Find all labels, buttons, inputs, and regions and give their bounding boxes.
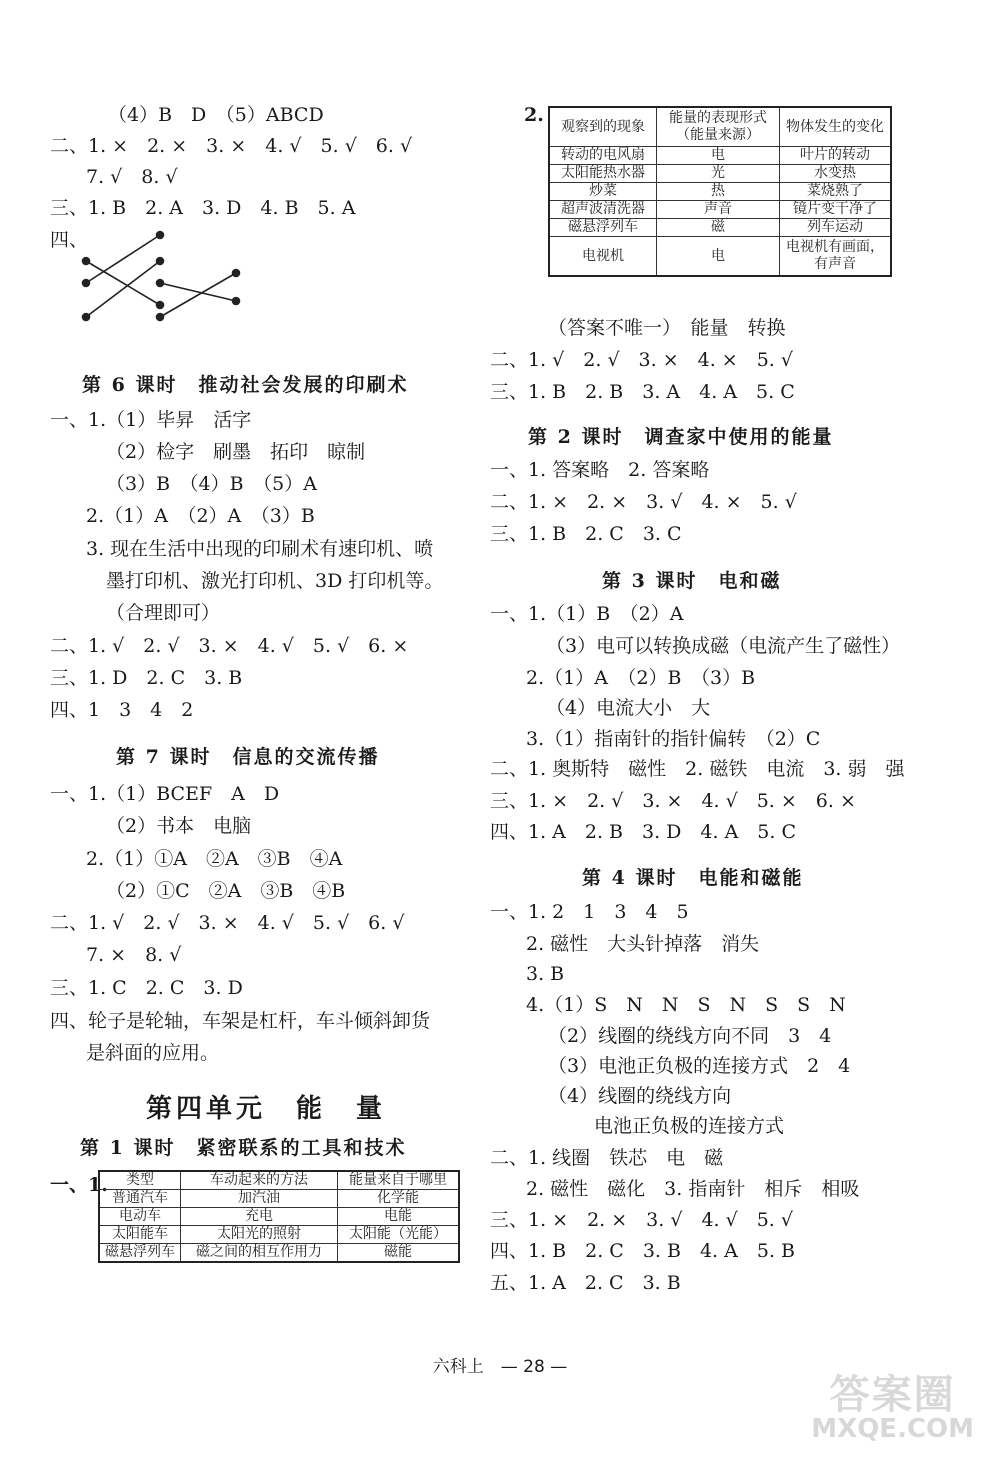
table-cell: 水变热 bbox=[780, 165, 892, 183]
table-cell: 声音 bbox=[657, 201, 780, 219]
answer-line: 一、1. 2 1 3 4 5 bbox=[490, 901, 689, 923]
table-cell: 电动车 bbox=[99, 1208, 181, 1226]
table-cell: 电 bbox=[657, 237, 780, 277]
table-cell: 电视机 bbox=[549, 237, 657, 277]
lesson-7-title: 第 7 课时 信息的交流传播 bbox=[116, 746, 380, 768]
answer-line: 五、1. A 2. C 3. B bbox=[490, 1272, 681, 1294]
answer-line: （4）电流大小 大 bbox=[546, 697, 711, 719]
table-cell: 磁悬浮列车 bbox=[549, 219, 657, 237]
answer-line: 二、1. √ 2. √ 3. × 4. √ 5. √ 6. √ bbox=[50, 912, 405, 934]
answer-line: 2.（1）①A ②A ③B ④A bbox=[86, 848, 343, 870]
answer-line: 四、轮子是轮轴，车架是杠杆，车斗倾斜卸货 bbox=[50, 1010, 431, 1032]
answer-line: （4）线圈的绕线方向 bbox=[548, 1085, 732, 1107]
lesson-4-title: 第 4 课时 电能和磁能 bbox=[582, 867, 804, 889]
answer-line: 二、1. √ 2. √ 3. × 4. × 5. √ bbox=[490, 349, 793, 371]
table-cell: 加汽油 bbox=[181, 1190, 338, 1208]
answer-line: （2）①C ②A ③B ④B bbox=[106, 880, 346, 902]
answer-line: （2）书本 电脑 bbox=[106, 815, 252, 837]
table-cell: 光 bbox=[657, 165, 780, 183]
table-row bbox=[549, 165, 891, 183]
table-cell: 菜烧熟了 bbox=[780, 183, 892, 201]
answer-line: 二、1. 线圈 铁芯 电 磁 bbox=[490, 1147, 724, 1169]
answer-line: （3）B （4）B （5）A bbox=[106, 473, 317, 495]
answer-line: 2. 磁性 大头针掉落 消失 bbox=[526, 933, 760, 955]
answer-line: 7. × 8. √ bbox=[86, 944, 182, 966]
table-cell: 转动的电风扇 bbox=[549, 147, 657, 165]
table-header-cell: 观察到的现象 bbox=[549, 107, 657, 147]
answer-line: 一、1.（1）毕昇 活字 bbox=[50, 409, 252, 431]
table-row bbox=[99, 1208, 459, 1226]
table-cell: 电能 bbox=[338, 1208, 460, 1226]
table-header-cell: 物体发生的变化 bbox=[780, 107, 892, 147]
answer-line: （答案不唯一） 能量 转换 bbox=[548, 317, 786, 339]
answer-line: 2.（1）A （2）A （3）B bbox=[86, 505, 315, 527]
table-cell: 充电 bbox=[181, 1208, 338, 1226]
answer-line: （2）线圈的绕线方向不同 3 4 bbox=[548, 1025, 832, 1047]
table-cell: 电视机有画面，有声音 bbox=[780, 237, 892, 277]
table-cell: 太阳能（光能） bbox=[338, 1226, 460, 1244]
answer-line: 二、1. × 2. × 3. √ 4. × 5. √ bbox=[490, 491, 797, 513]
answer-line: （3）电池正负极的连接方式 2 4 bbox=[548, 1055, 851, 1077]
answer-line: 3. 现在生活中出现的印刷术有速印机、喷 bbox=[86, 538, 434, 560]
answer-line: 四、 bbox=[50, 229, 89, 251]
answer-line: 三、1. C 2. C 3. D bbox=[50, 977, 243, 999]
answer-line: 三、1. B 2. A 3. D 4. B 5. A bbox=[50, 197, 356, 219]
table-row bbox=[99, 1171, 459, 1190]
answer-line: 7. √ 8. √ bbox=[86, 166, 178, 188]
table-cell: 太阳能车 bbox=[99, 1226, 181, 1244]
table-cell: 镜片变干净了 bbox=[780, 201, 892, 219]
table-cell: 磁之间的相互作用力 bbox=[181, 1244, 338, 1263]
lesson-6-title: 第 6 课时 推动社会发展的印刷术 bbox=[82, 374, 409, 396]
answer-line: 2. 磁性 磁化 3. 指南针 相斥 相吸 bbox=[526, 1178, 860, 1200]
answer-line: （3）电可以转换成磁（电流产生了磁性） bbox=[546, 635, 901, 657]
watermark-text: 答案圈 bbox=[829, 1372, 956, 1418]
answer-line: 一、1.（1）B （2）A bbox=[490, 603, 684, 625]
table-cell: 叶片的转动 bbox=[780, 147, 892, 165]
answer-line: 四、1. A 2. B 3. D 4. A 5. C bbox=[490, 821, 797, 843]
answer-line: 一、1.（1）BCEF A D bbox=[50, 783, 280, 805]
table-cell: 超声波清洗器 bbox=[549, 201, 657, 219]
table-cell: 磁 bbox=[657, 219, 780, 237]
table-header-cell: 类型 bbox=[99, 1171, 181, 1190]
watermark-url: MXQE.COM bbox=[811, 1414, 974, 1444]
table-row bbox=[549, 147, 891, 165]
answer-line: 墨打印机、激光打印机、3D 打印机等。 bbox=[106, 570, 444, 592]
table-row bbox=[549, 183, 891, 201]
table-row bbox=[549, 107, 891, 147]
table-cell: 太阳能热水器 bbox=[549, 165, 657, 183]
energy-form-table bbox=[548, 106, 892, 277]
table-cell: 电 bbox=[657, 147, 780, 165]
table-row bbox=[549, 219, 891, 237]
answer-line: 是斜面的应用。 bbox=[86, 1042, 220, 1064]
answer-line: 三、1. × 2. × 3. √ 4. √ 5. √ bbox=[490, 1209, 793, 1231]
table-cell: 磁能 bbox=[338, 1244, 460, 1263]
answer-line: 三、1. D 2. C 3. B bbox=[50, 667, 243, 689]
lesson-1-title: 第 1 课时 紧密联系的工具和技术 bbox=[80, 1137, 407, 1159]
answer-line: 四、1 3 4 2 bbox=[50, 699, 194, 721]
table-row bbox=[99, 1226, 459, 1244]
answer-line: 3.（1）指南针的指针偏转 （2）C bbox=[526, 728, 821, 750]
answer-line: 二、1. 奥斯特 磁性 2. 磁铁 电流 3. 弱 强 bbox=[490, 758, 905, 780]
page-footer: 六科上 — 28 — bbox=[432, 1357, 568, 1377]
answer-line: 4.（1）S N N S N S S N bbox=[526, 994, 846, 1016]
answer-line: 三、1. B 2. B 3. A 4. A 5. C bbox=[490, 381, 795, 403]
answer-line: 3. B bbox=[526, 963, 565, 985]
lesson-3-title: 第 3 课时 电和磁 bbox=[602, 570, 782, 592]
table-cell: 化学能 bbox=[338, 1190, 460, 1208]
question-label: 2. bbox=[524, 104, 544, 126]
answer-line: 2.（1）A （2）B （3）B bbox=[526, 667, 756, 689]
lesson-2-title: 第 2 课时 调查家中使用的能量 bbox=[528, 426, 834, 448]
answer-line: 四、1. B 2. C 3. B 4. A 5. B bbox=[490, 1240, 795, 1262]
table-header-cell: 车动起来的方法 bbox=[181, 1171, 338, 1190]
table-row bbox=[549, 201, 891, 219]
unit-title: 第四单元 能 量 bbox=[146, 1094, 387, 1124]
table-header-cell: 能量来自于哪里 bbox=[338, 1171, 460, 1190]
answer-line: （合理即可） bbox=[106, 602, 221, 624]
table-cell: 普通汽车 bbox=[99, 1190, 181, 1208]
answer-line: 一、1. 答案略 2. 答案略 bbox=[490, 459, 710, 481]
answer-line: 二、1. √ 2. √ 3. × 4. √ 5. √ 6. × bbox=[50, 635, 409, 657]
table-cell: 热 bbox=[657, 183, 780, 201]
table-header-cell: 能量的表现形式（能量来源） bbox=[657, 107, 780, 147]
answer-line: 电池正负极的连接方式 bbox=[594, 1115, 785, 1137]
energy-source-table bbox=[98, 1170, 460, 1263]
table-cell: 炒菜 bbox=[549, 183, 657, 201]
answer-line: 三、1. B 2. C 3. C bbox=[490, 523, 682, 545]
table-row bbox=[99, 1190, 459, 1208]
table-cell: 太阳光的照射 bbox=[181, 1226, 338, 1244]
matching-lines-diagram bbox=[80, 225, 250, 325]
table-row bbox=[99, 1244, 459, 1263]
answer-line: （4）B D （5）ABCD bbox=[108, 104, 324, 126]
table-cell: 列车运动 bbox=[780, 219, 892, 237]
answer-line: （2）检字 刷墨 拓印 晾制 bbox=[106, 441, 366, 463]
watermark-logo bbox=[811, 1363, 974, 1444]
question-label: 一、1. bbox=[50, 1174, 108, 1196]
answer-line: 二、1. × 2. × 3. × 4. √ 5. √ 6. √ bbox=[50, 135, 413, 157]
table-row bbox=[549, 237, 891, 277]
table-cell: 磁悬浮列车 bbox=[99, 1244, 181, 1263]
answer-line: 三、1. × 2. √ 3. × 4. √ 5. × 6. × bbox=[490, 790, 856, 812]
